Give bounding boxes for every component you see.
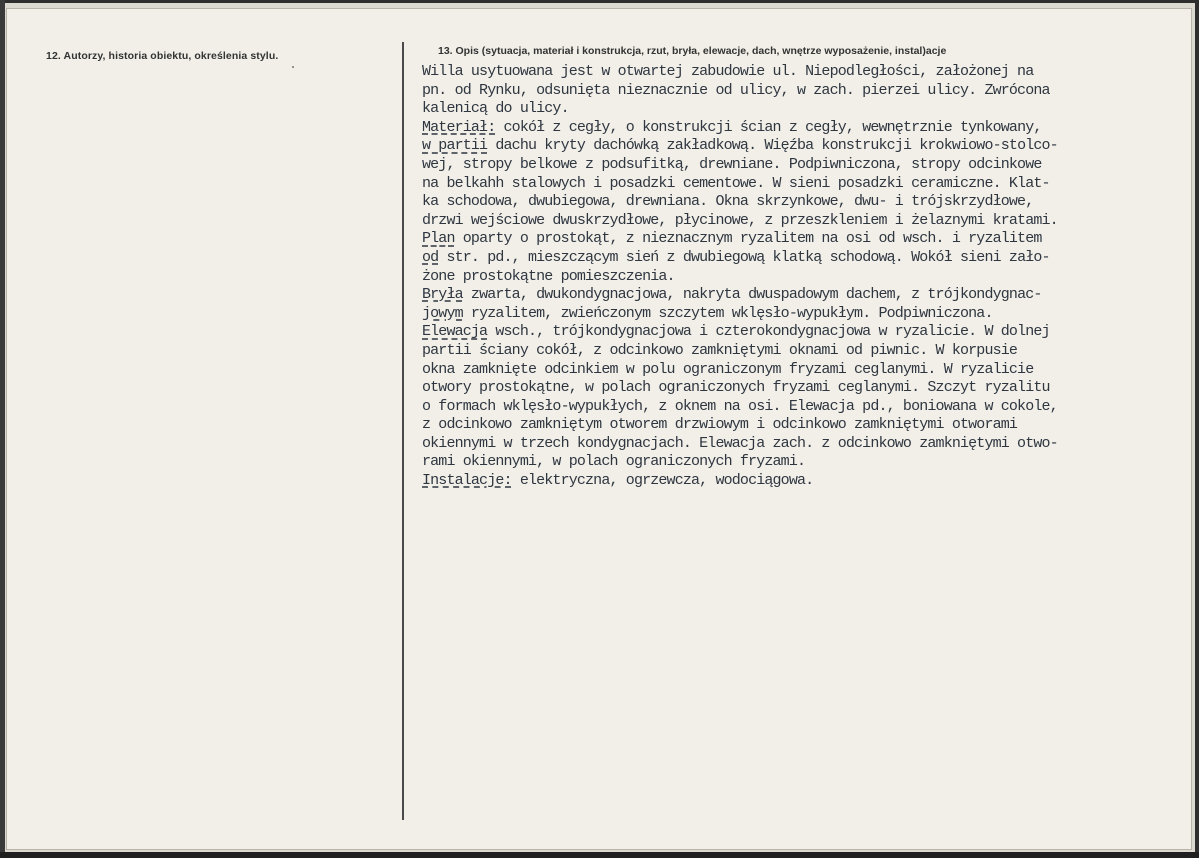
text-line: Materiał: cokół z cegły, o konstrukcji ścian z cegły, wewnętrznie tynkowany, (422, 118, 1042, 136)
text-line: wej, stropy belkowe z podsufitką, drewniane. Podpiwniczona, stropy odcinkowe (422, 155, 1042, 173)
text-line: w partii dachu kryty dachówką zakładkową. Więźba konstrukcji krokwiowo-stolco- (422, 137, 1058, 155)
text-line: Instalacje: elektryczna, ogrzewcza, wodociągowa. (422, 472, 814, 490)
text-line: od str. pd., mieszczącym sień z dwubiegową klatką schodową. Wokół sieni zało- (422, 248, 1050, 266)
text-line: na belkahh stalowych i posadzki cementowe. W sieni posadzki ceramiczne. Klat- (422, 174, 1050, 192)
text-line: kalenicą do ulicy. (422, 100, 569, 118)
text-line: Elewacja wsch., trójkondygnacjowa i czterokondygnacjowa w ryzalicie. W dolnej (422, 323, 1050, 341)
text-line: pn. od Rynku, odsunięta nieznacznie od ulicy, w zach. pierzei ulicy. Zwrócona (422, 81, 1050, 99)
text-line: żone prostokątne pomieszczenia. (422, 267, 675, 285)
scan-edge-right (1195, 0, 1199, 858)
column-divider (402, 42, 404, 820)
text-line: otwory prostokątne, w polach ograniczonych fryzami ceglanymi. Szczyt ryzalitu (422, 379, 1050, 397)
ink-speck (292, 66, 294, 68)
text-line: rami okiennymi, w polach ograniczonych fryzami. (422, 453, 806, 471)
text-line: z odcinkowo zamkniętym otworem drzwiowym i odcinkowo zamkniętymi otworami (422, 416, 1018, 434)
text-line: ka schodowa, dwubiegowa, drewniana. Okna skrzynkowe, dwu- i trójskrzydłowe, (422, 193, 1034, 211)
section-12-heading: 12. Autorzy, historia obiektu, określenia stylu. (46, 50, 279, 62)
text-line: Plan oparty o prostokąt, z nieznacznym ryzalitem na osi od wsch. i ryzalitem (422, 230, 1042, 248)
text-line: Bryła zwarta, dwukondygnacjowa, nakryta dwuspadowym dachem, z trójkondygnac- (422, 286, 1042, 304)
text-line: o formach wklęsło-wypukłych, z oknem na osi. Elewacja pd., boniowana w cokole, (422, 397, 1058, 415)
text-line: okna zamknięte odcinkiem w polu ograniczonym fryzami ceglanymi. W ryzalicie (422, 360, 1034, 378)
text-line: jowym ryzalitem, zwieńczonym szczytem wklęsło-wypukłym. Podpiwniczona. (422, 304, 993, 322)
text-line: partii ściany cokół, z odcinkowo zamkniętymi oknami od piwnic. W korpusie (422, 341, 1018, 359)
scan-edge-left (0, 0, 5, 858)
text-line: okiennymi w trzech kondygnacjach. Elewacja zach. z odcinkowo zamkniętymi otwo- (422, 434, 1058, 452)
section-13-heading: 13. Opis (sytuacja, materiał i konstrukcja, rzut, bryła, elewacje, dach, wnętrze wyposażenie, instal)acje (438, 45, 947, 57)
scan-edge-bottom (0, 852, 1199, 858)
scan-edge-top (0, 0, 1199, 3)
text-line: Willa usytuowana jest w otwartej zabudowie ul. Niepodległości, założonej na (422, 63, 1034, 80)
text-line: drzwi wejściowe dwuskrzydłowe, płycinowe, z przeszkleniem i żelaznymi kratami. (422, 211, 1058, 229)
description-text (422, 63, 1182, 491)
